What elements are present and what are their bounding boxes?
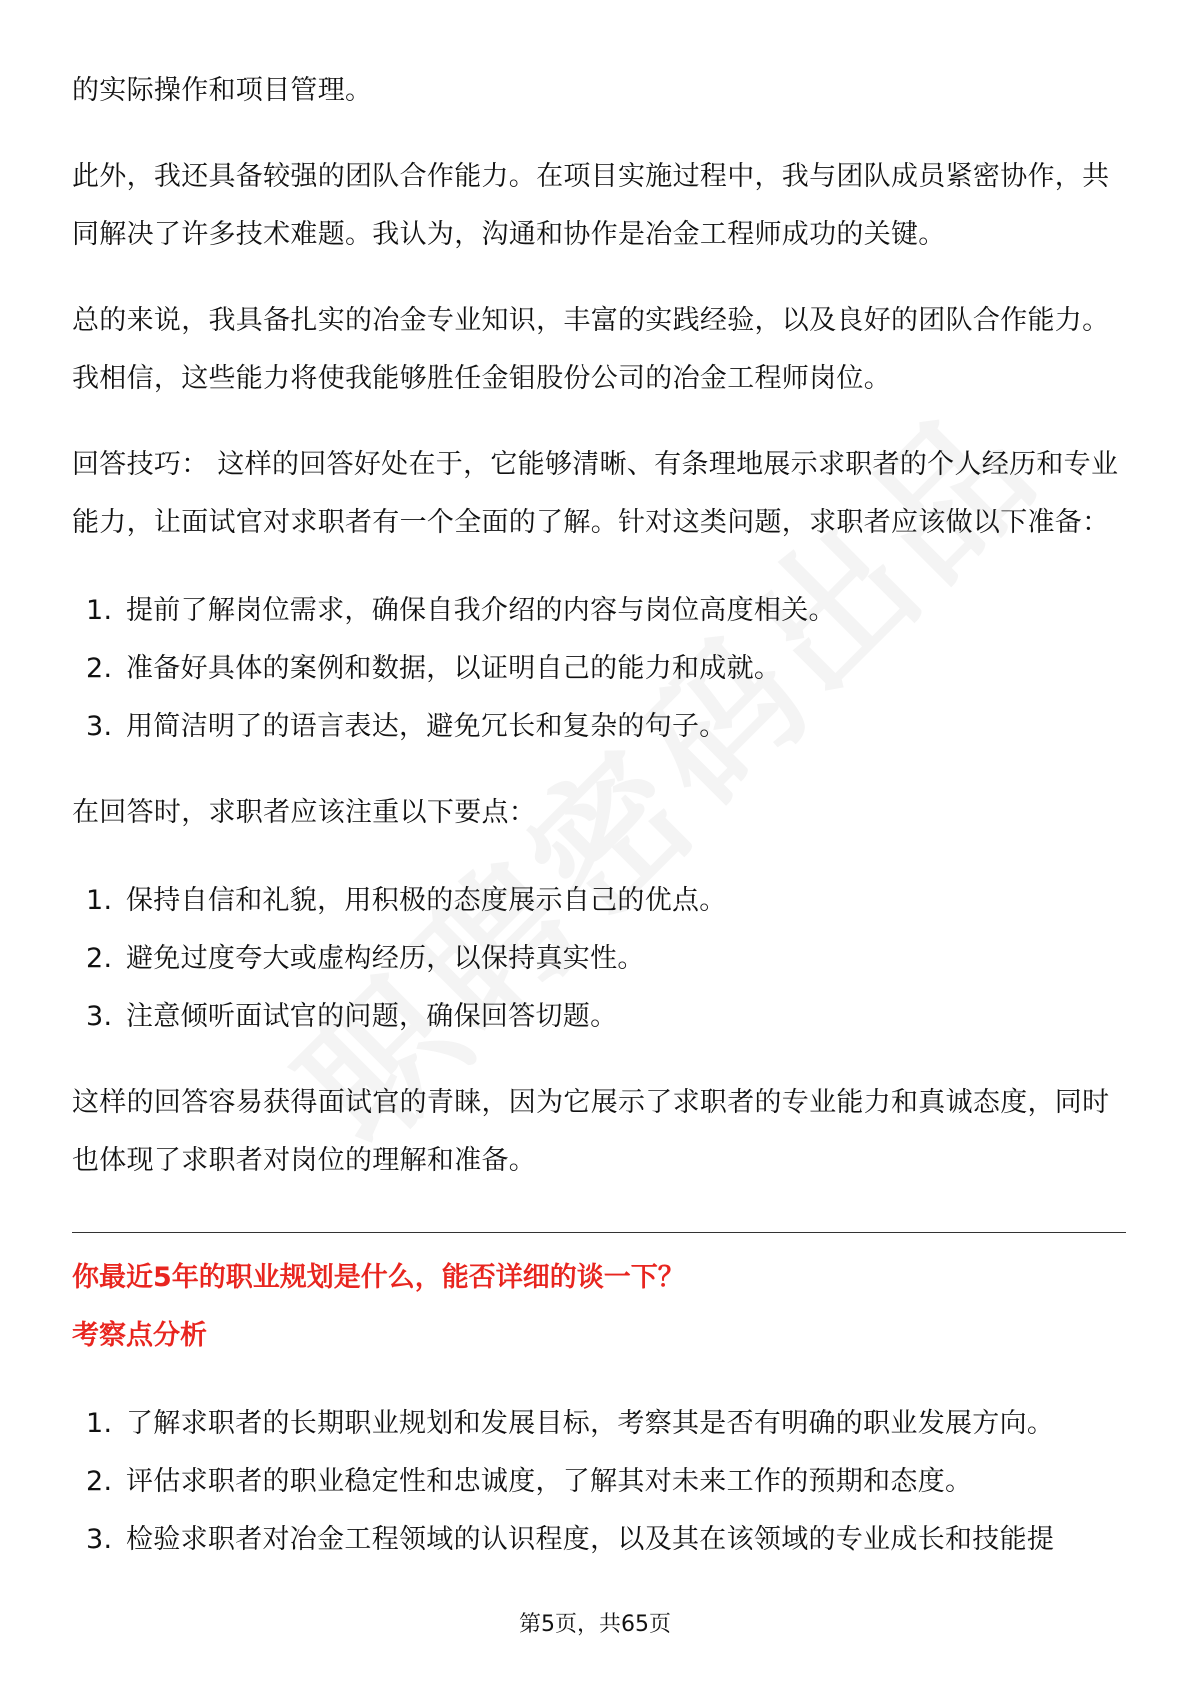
list-item-text: 提前了解岗位需求，确保自我介绍的内容与岗位高度相关。 [126,595,836,626]
list-number: 2. [86,1466,113,1497]
page-footer: 第5页，共65页 [519,1612,671,1637]
list-number: 2. [86,653,113,684]
page-content [72,62,1126,1569]
list-item [72,872,1126,930]
list-number: 3. [86,711,113,742]
list-item [72,582,1126,640]
paragraph-teamwork: 此外，我还具备较强的团队合作能力。在项目实施过程中，我与团队成员紧密协作，共同解决了许多技术难题。我认为，沟通和协作是冶金工程师成功的关键。 [72,161,1110,250]
analysis-list [72,1395,1126,1569]
list-item [72,1395,1126,1453]
list-item [72,640,1126,698]
paragraph-summary: 总的来说，我具备扎实的冶金专业知识，丰富的实践经验，以及良好的团队合作能力。我相信，这些能力将使我能够胜任金钼股份公司的冶金工程师岗位。 [72,305,1110,394]
list-number: 1. [86,1408,113,1439]
list-item [72,698,1126,756]
list-item-text: 用简洁明了的语言表达，避免冗长和复杂的句子。 [126,711,727,742]
question-heading: 你最近5年的职业规划是什么，能否详细的谈一下？ [72,1262,685,1293]
list-item-text: 准备好具体的案例和数据，以证明自己的能力和成就。 [126,653,782,684]
paragraph-answer-tips: 回答技巧： 这样的回答好处在于，它能够清晰、有条理地展示求职者的个人经历和专业能力，让面试官对求职者有一个全面的了解。针对这类问题，求职者应该做以下准备： [72,449,1119,538]
list-item-text: 注意倾听面试官的问题，确保回答切题。 [126,1001,618,1032]
list-number: 3. [86,1001,113,1032]
list-item-text: 避免过度夸大或虚构经历，以保持真实性。 [126,943,645,974]
focus-list [72,872,1126,1046]
list-item [72,930,1126,988]
list-number: 3. [86,1524,113,1555]
list-number: 2. [86,943,113,974]
list-item-text: 保持自信和礼貌，用积极的态度展示自己的优点。 [126,885,727,916]
paragraph-continued: 的实际操作和项目管理。 [72,75,373,106]
list-number: 1. [86,885,113,916]
list-item [72,988,1126,1046]
list-number: 1. [86,595,113,626]
list-item [72,1511,1126,1569]
paragraph-focus-intro: 在回答时，求职者应该注重以下要点： [72,797,537,828]
list-item-text: 检验求职者对冶金工程领域的认识程度，以及其在该领域的专业成长和技能提 [126,1524,1055,1555]
list-item [72,1453,1126,1511]
list-item-text: 评估求职者的职业稳定性和忠诚度，了解其对未来工作的预期和态度。 [126,1466,973,1497]
list-item-text: 了解求职者的长期职业规划和发展目标，考察其是否有明确的职业发展方向。 [126,1408,1055,1439]
analysis-heading: 考察点分析 [72,1320,207,1351]
section-divider [72,1232,1126,1233]
preparation-list [72,582,1126,756]
paragraph-conclusion: 这样的回答容易获得面试官的青睐，因为它展示了求职者的专业能力和真诚态度，同时也体现了求职者对岗位的理解和准备。 [72,1087,1110,1176]
